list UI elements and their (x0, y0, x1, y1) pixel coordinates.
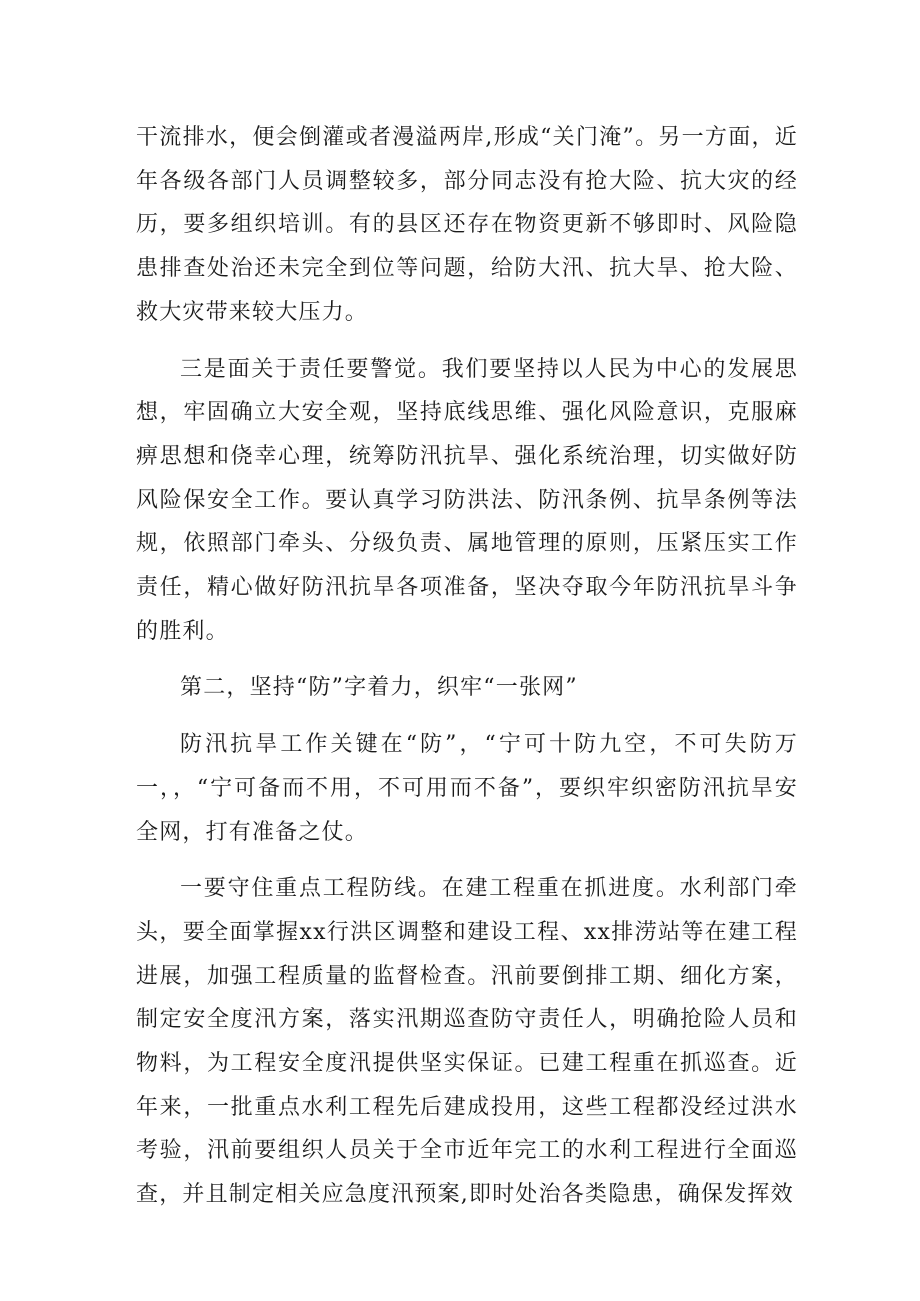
paragraph-responsibility: 三是面关于责任要警觉。我们要坚持以人民为中心的发展思想，牢固确立大安全观，坚持底线思维、强化风险意识，克服麻痹思想和侥幸心理，统筹防汛抗旱、强化系统治理，切实做好防风险保安全工作。要认真学习防洪法、防汛条例、抗旱条例等法规，依照部门牵头、分级负责、属地管理的原则，压紧压实工作责任，精心做好防汛抗旱各项准备，坚决夺取今年防汛抗旱斗争的胜利。 (136, 356, 798, 644)
paragraph-key-projects: 一要守住重点工程防线。在建工程重在抓进度。水利部门牵头，要全面掌握xx行洪区调整和建设工程、xx排涝站等在建工程进展，加强工程质量的监督检查。汛前要倒排工期、细化方案，制定安全度汛方案，落实汛期巡查防守责任人，明确抢险人员和物料，为工程安全度汛提供坚实保证。已建工程重在抓巡查。近年来，一批重点水利工程先后建成投用，这些工程都没经过洪水考验，汛前要组织人员关于全市近年完工的水利工程进行全面巡查，并且制定相关应急度汛预案,即时处治各类隐患，确保发挥效 (136, 876, 798, 1208)
paragraph-continued: 干流排水，便会倒灌或者漫溢两岸,形成“关门淹”。另一方面，近年各级各部门人员调整较多，部分同志没有抢大险、抗大灾的经历，要多组织培训。有的县区还存在物资更新不够即时、风险隐患排查处治还未完全到位等问题，给防大汛、抗大旱、抢大险、救大灾带来较大压力。 (136, 125, 798, 325)
section-heading: 第二，坚持“防”字着力，织牢“一张网” (180, 675, 578, 701)
paragraph-prevention: 防汛抗旱工作关键在“防”，“宁可十防九空，不可失防万一，，“宁可备而不用，不可用而不备”，要织牢织密防汛抗旱安全网，打有准备之仗。 (136, 732, 798, 845)
document-body (136, 116, 798, 1230)
